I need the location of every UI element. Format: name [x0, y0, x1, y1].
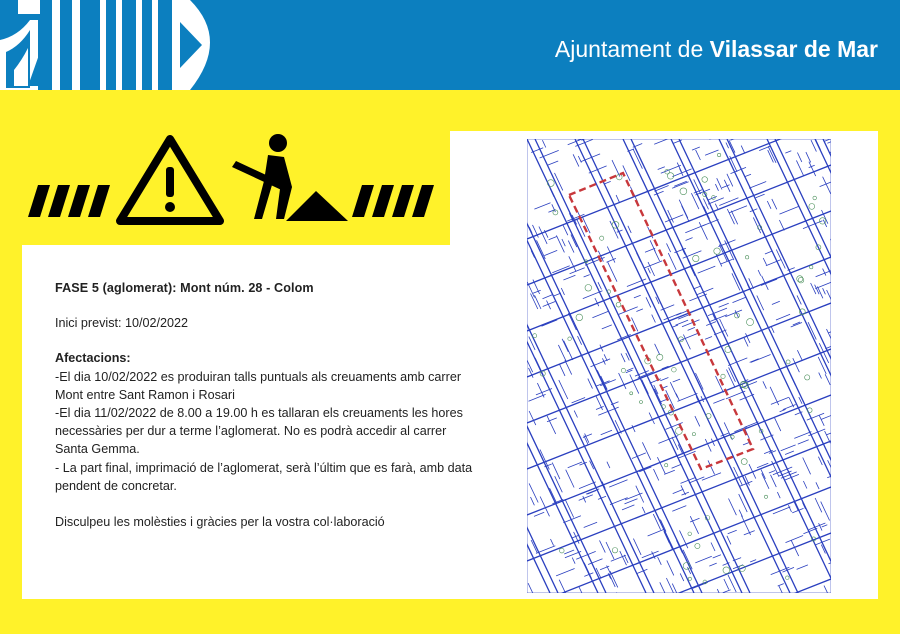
- street-map: [527, 139, 831, 593]
- warning-triangle-icon: [120, 139, 220, 221]
- affectation-line: Mont entre Sant Ramon i Rosari: [55, 387, 235, 402]
- closing-message: Disculpeu les molèsties i gràcies per la vostra col·laboració: [55, 515, 385, 530]
- page-title: [555, 36, 878, 63]
- affectation-line: Santa Gemma.: [55, 442, 140, 457]
- affectation-line: -El dia 10/02/2022 es produiran talls puntuals als creuaments amb carrer: [55, 369, 462, 384]
- title-town: Vilassar de Mar: [709, 36, 878, 62]
- title-prefix: Ajuntament de: [554, 36, 704, 62]
- roadworks-warning-banner: [22, 125, 442, 245]
- header-bar: [0, 0, 900, 90]
- notice-title: FASE 5 (aglomerat): Mont núm. 28 - Colom: [55, 281, 314, 295]
- roadworker-icon: [232, 134, 348, 221]
- affectation-line: necessàries per dur a terme l’aglomerat. No es podrà accedir al carrer: [55, 424, 447, 439]
- road-stripes-icon: [352, 185, 434, 217]
- start-date: Inici previst: 10/02/2022: [55, 316, 189, 331]
- road-stripes-icon: [28, 185, 110, 217]
- affectation-line: - La part final, imprimació de l’aglomerat, serà l’últim que es farà, amb data: [55, 460, 473, 475]
- municipal-shield-logo: [0, 0, 240, 90]
- affectation-line: pendent de concretar.: [55, 478, 177, 493]
- affectations-heading: Afectacions:: [55, 351, 131, 366]
- notice-panel: [22, 245, 473, 599]
- notice-text: [55, 279, 525, 531]
- affectation-line: -El dia 11/02/2022 de 8.00 a 19.00 h es tallaran els creuaments les hores: [55, 406, 463, 421]
